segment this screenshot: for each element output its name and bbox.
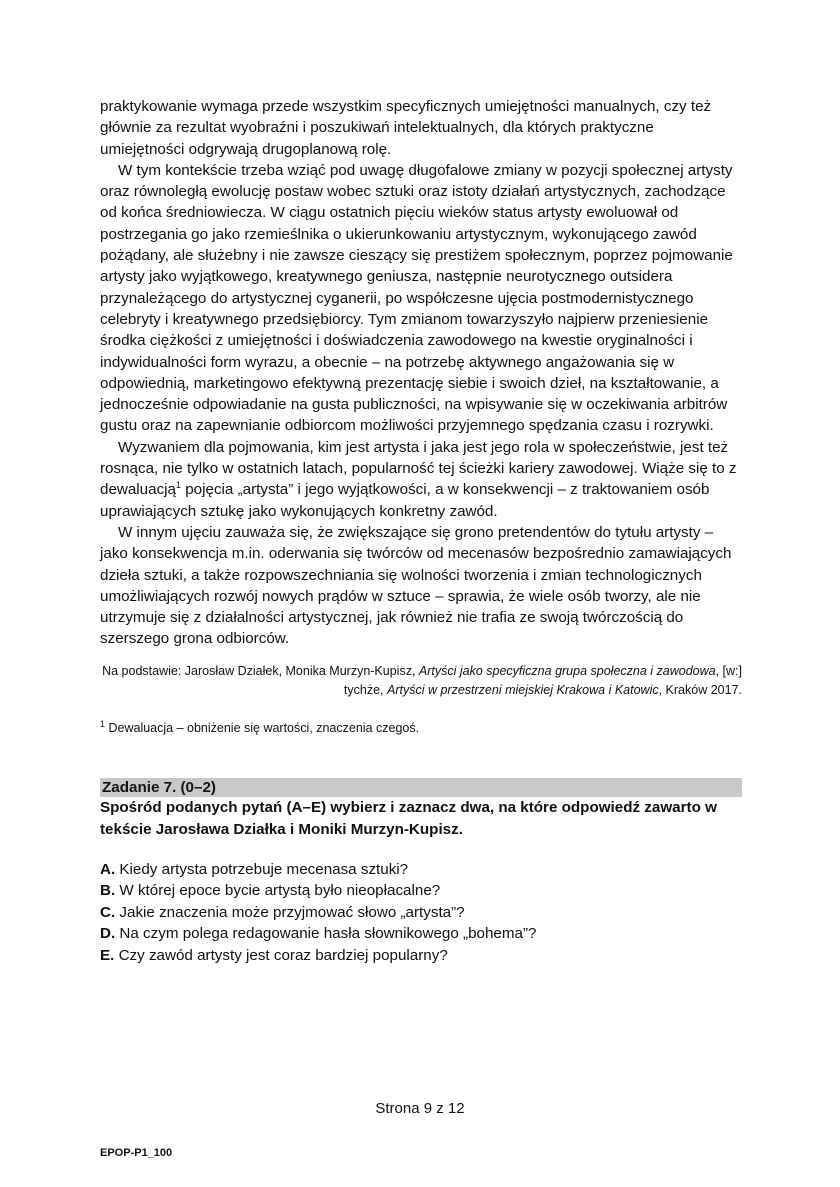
source-title-1: Artyści jako specyficzna grupa społeczna i zawodowa [418, 663, 716, 678]
option-e[interactable] [100, 945, 742, 967]
option-text: Czy zawód artysty jest coraz bardziej popularny? [114, 946, 448, 964]
paragraph-continued: praktykowanie wymaga przede wszystkim specyficznych umiejętności manualnych, czy też głównie za rezultat wyobraźni i poszukiwań intelektualnych, dla których praktyczne umiejętności odgrywają drugoplanową rolę. [100, 98, 712, 158]
source-suffix: , Kraków 2017. [658, 682, 742, 697]
footnote [100, 719, 742, 737]
paragraph-context: W tym kontekście trzeba wziąć pod uwagę długofalowe zmiany w pozycji społecznej artysty oraz równoległą ewolucję postaw wobec sztuki oraz istoty działań artystycznych, zachodzące od końca średniowiecza. W ciągu ostatnich pięciu wieków status artysty ewoluował od postrzegania go jako rzemieślnika o ukierunkowaniu artystycznym, wykonującego zawód pożądany, ale służebny i nie zawsze cieszący się prestiżem społecznym, poprzez pojmowanie artysty jako wyjątkowego, kreatywnego geniusza, następnie neurotycznego outsidera przynależącego do artystycznej cyganerii, po współczesne ujęcia postmodernistycznego celebryty i kreatywnego przedsiębiorcy. Tym zmianom towarzyszyło najpierw przeniesienie środka ciężkości z umiejętności i doświadczenia zawodowego na kwestie oryginalności i indywidualności form wyrazu, a obecnie – na potrzebę aktywnego angażowania się w odpowiednią, marketingowo efektywną prezentację siebie i swoich dzieł, na kształtowanie, a jednocześnie odpowiadanie na gusta publiczności, na wpisywanie się w oczekiwania arbitrów gustu oraz na zapewnianie odbiorcom możliwości przyjemnego spędzania czasu i rozrywki. [100, 161, 733, 435]
source-title-2: Artyści w przestrzeni miejskiej Krakowa i Katowic [387, 682, 659, 697]
page-number: Strona 9 z 12 [375, 1100, 465, 1117]
option-letter: B. [100, 882, 116, 900]
source-mid: , [w:] tychże, [343, 663, 742, 697]
option-letter: C. [100, 903, 116, 921]
option-letter: D. [100, 925, 116, 943]
footnote-text: Dewaluacja – obniżenie się wartości, znaczenia czegoś. [105, 720, 420, 735]
page-content [100, 96, 742, 966]
option-letter: A. [100, 860, 116, 878]
paragraph-challenge-text-2: pojęcia „artysta” i jego wyjątkowości, a w konsekwencji – z traktowaniem osób uprawiających sztukę jako wykonujących konkretny zawód. [100, 481, 710, 520]
option-letter: E. [100, 946, 115, 964]
source-citation [100, 662, 742, 700]
option-text: W której epoce bycie artystą było nieopłacalne? [115, 882, 441, 900]
option-a[interactable] [100, 859, 742, 881]
option-b[interactable] [100, 880, 742, 902]
exam-code: EPOP-P1_100 [100, 1147, 173, 1159]
footnote-ref: 1 [176, 480, 182, 491]
option-text: Kiedy artysta potrzebuje mecenasa sztuki? [115, 860, 409, 878]
paragraph-other-view: W innym ujęciu zauważa się, że zwiększające się grono pretendentów do tytułu artysty – jako konsekwencja m.in. oderwania się twórców od mecenasów bezpośrednio zamawiających dzieła sztuki, a także rozpowszechniania się wolności tworzenia i zmian technologicznych umożliwiających rozwój nowych prądów w sztuce – sprawia, że wiele osób tworzy, ale nie utrzymuje się z działalności artystycznej, jak również nie trafia ze swoją twórczością do szerszego grona odbiorców. [100, 523, 732, 648]
task-header: Zadanie 7. (0–2) [100, 778, 742, 797]
option-d[interactable] [100, 923, 742, 945]
option-c[interactable] [100, 902, 742, 924]
source-prefix: Na podstawie: Jarosław Działek, Monika Murzyn-Kupisz, [102, 663, 419, 678]
option-text: Na czym polega redagowanie hasła słownikowego „bohema”? [115, 925, 537, 943]
option-text: Jakie znaczenia może przyjmować słowo „artysta”? [115, 903, 465, 921]
answer-options [100, 859, 742, 967]
paragraph-challenge [100, 437, 742, 522]
footnote-number: 1 [100, 718, 106, 729]
task-instruction: Spośród podanych pytań (A–E) wybierz i zaznacz dwa, na które odpowiedź zawarto w tekście Jarosława Działka i Moniki Murzyn-Kupisz. [100, 798, 717, 838]
paragraph-challenge-text: Wyzwaniem dla pojmowania, kim jest artysta i jaka jest jego rola w społeczeństwie, jest też rosnąca, nie tylko w ostatnich latach, popularność tej ścieżki kariery zawodowej. Wiąże się to z dewaluacją [100, 438, 737, 499]
